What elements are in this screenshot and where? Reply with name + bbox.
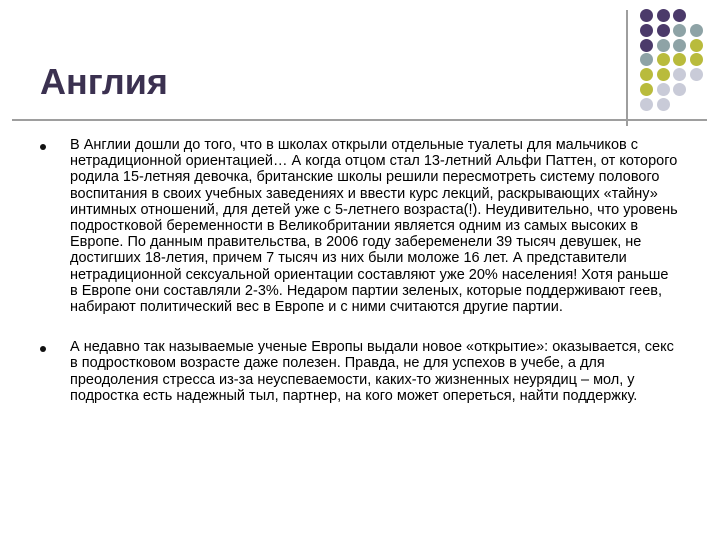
decorative-dot (673, 83, 686, 96)
decorative-dot-grid (640, 9, 712, 113)
decorative-dot (690, 24, 703, 37)
decorative-dot (640, 98, 653, 111)
decorative-dot (690, 53, 703, 66)
decorative-dot (673, 39, 686, 52)
decorative-dot (657, 53, 670, 66)
decorative-dot (640, 9, 653, 22)
decorative-dot (657, 68, 670, 81)
bullet-text: А недавно так называемые ученые Европы выдали новое «открытие»: оказывается, секс в подростковом возрасте даже полезен. Правда, не для успехов в учебе, а для преодоления стресса из-за неуспеваемости, каких-то жизненных неурядиц – мол, у подростка есть надежный тыл, партнер, на кого может опереться, найти поддержку. (70, 339, 674, 404)
decorative-dot (640, 24, 653, 37)
bullet-dot-icon (40, 144, 46, 150)
decorative-dot (657, 24, 670, 37)
decorative-dot (640, 68, 653, 81)
decorative-dot (640, 39, 653, 52)
decorative-dot (657, 83, 670, 96)
bullet-text: В Англии дошли до того, что в школах открыли отдельные туалеты для мальчиков с нетрадиционной ориентацией… А когда отцом стал 13-летний Альфи Паттен, от которого родила 15-летняя девочка, британские школы решили пересмотреть систему полового воспитания в своих учебных заведениях и ввести курс лекций, раскрывающих «тайну» интимных отношений, для детей уже с 5-летнего возраста(!). Неудивительно, что уровень подростковой беременности в Великобритании является одним из самых высоких в Европе. По данным правительства, в 2006 году забеременели 39 тысяч девушек, не достигших 18-летия, причем 7 тысяч из них были моложе 16 лет. А представители нетрадиционной сексуальной ориентации составляют уже 20% населения! Хотя раньше в Европе они составляли 2-3%. Недаром партии зеленых, которые поддерживают геев, набирают политический вес в Европе и с ними считаются другие партии. (70, 137, 678, 316)
bullet-dot-icon (40, 346, 46, 352)
bullet-item (38, 339, 678, 404)
decorative-dot (673, 68, 686, 81)
decorative-dot (657, 39, 670, 52)
decorative-dot (673, 24, 686, 37)
decorative-dot (673, 53, 686, 66)
bullet-item (38, 137, 678, 315)
decorative-dot (657, 98, 670, 111)
decorative-dot (673, 9, 686, 22)
horizontal-divider-line (12, 119, 707, 121)
decorative-dot (640, 83, 653, 96)
slide-body (38, 137, 678, 404)
slide-title: Англия (40, 61, 168, 102)
decorative-dot (690, 68, 703, 81)
decorative-dot (657, 9, 670, 22)
decorative-dot (690, 39, 703, 52)
vertical-divider-line (626, 10, 628, 126)
decorative-dot (640, 53, 653, 66)
